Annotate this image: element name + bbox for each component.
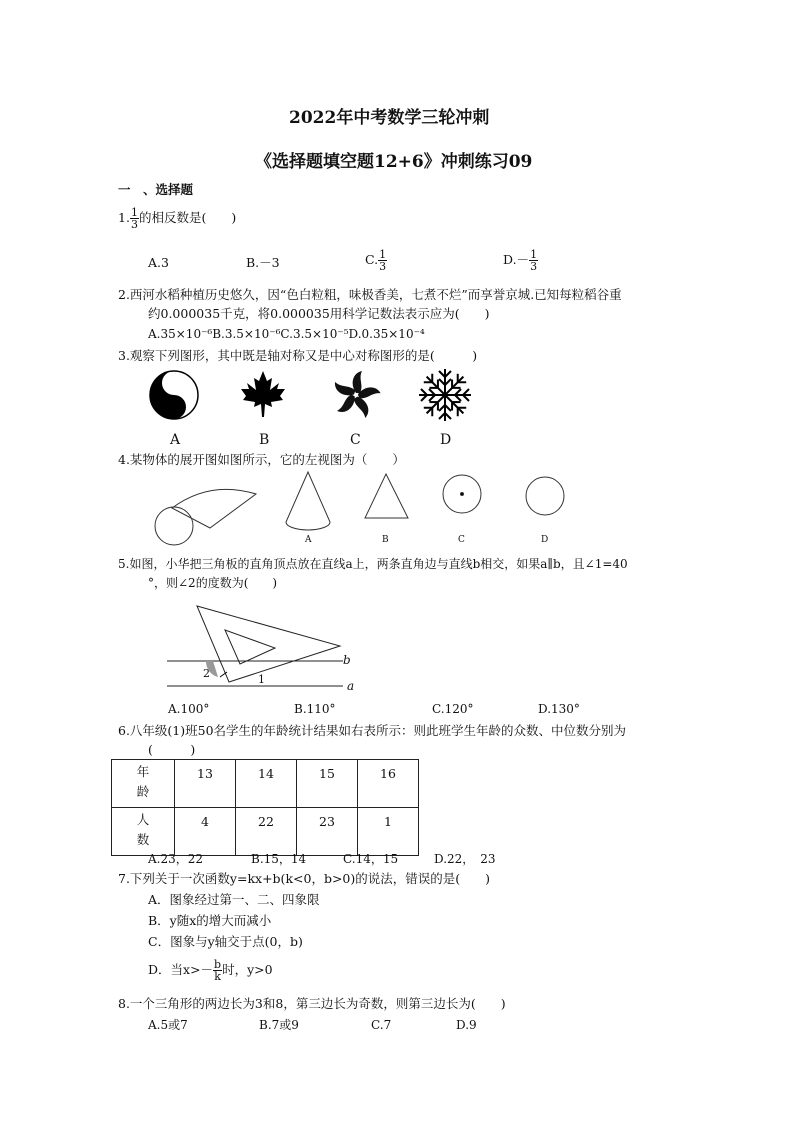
q6-option-b: B.15，14 (251, 852, 307, 866)
q5-option-a: A.100° (168, 702, 210, 716)
question-2-options: A.35×10⁻⁶B.3.5×10⁻⁶C.3.5×10⁻⁵D.0.35×10⁻⁴ (148, 327, 425, 341)
q5-label-angle-1: 1 (258, 673, 265, 686)
question-2-line2: 约0.000035千克，将0.000035用科学记数法表示应为( ) (148, 306, 490, 321)
q5-label-a: a (347, 679, 355, 693)
question-1 (118, 207, 236, 230)
q5-triangle-figure (165, 600, 365, 695)
q7-d-num: b (214, 958, 222, 971)
q1-frac-den: 3 (130, 218, 138, 231)
q7-d-den: k (214, 970, 221, 983)
q5-label-b: b (343, 653, 351, 667)
q7-option-c: C．图象与y轴交于点(0，b) (148, 934, 303, 949)
section-heading: 一 、选择题 (118, 182, 194, 197)
q1-option-d (503, 249, 538, 272)
q3-label-d: D (440, 432, 452, 448)
q4-label-a: A (305, 535, 312, 545)
table-cell: 22 (236, 808, 297, 856)
age-table (111, 759, 419, 856)
table-cell: 1 (358, 808, 419, 856)
q1-number: 1. (118, 210, 130, 225)
q1-c-num: 1 (379, 248, 387, 261)
age-head-text: 年龄 (136, 764, 150, 799)
q1-d-den: 3 (530, 260, 538, 273)
q5-option-c: C.120° (432, 702, 474, 716)
q8-option-c: C.7 (371, 1018, 392, 1032)
q4-label-d: D (541, 535, 549, 545)
question-5-line2: °，则∠2的度数为( ) (148, 576, 278, 590)
q7-option-d (148, 959, 273, 982)
q5-option-b: B.110° (294, 702, 336, 716)
table-cell: 4 (175, 808, 236, 856)
q3-figures (140, 365, 480, 440)
q1-frac-num: 1 (130, 206, 138, 219)
q7-d-suffix: 时，y>0 (222, 962, 273, 977)
cone-net-figure (155, 489, 256, 545)
q1-option-d-fraction (529, 249, 538, 272)
page-title: 2022年中考数学三轮冲刺 (289, 108, 490, 128)
q1-c-den: 3 (379, 260, 387, 273)
q8-option-d: D.9 (456, 1018, 477, 1032)
q1-text: 的相反数是( ) (138, 210, 237, 225)
flower-icon (332, 371, 381, 418)
q6-option-a: A.23，22 (148, 852, 204, 866)
q7-option-a: A．图象经过第一、二、四象限 (148, 892, 320, 907)
q1-d-num: 1 (530, 248, 538, 261)
q3-label-b: B (259, 432, 270, 448)
table-head-age (112, 760, 175, 808)
page-subtitle: 《选择题填空题12+6》冲刺练习09 (255, 152, 533, 172)
q1-option-c (365, 249, 387, 272)
table-cell: 14 (236, 760, 297, 808)
table-row (112, 808, 419, 856)
q1-option-a: A.3 (148, 255, 169, 270)
question-8: 8.一个三角形的两边长为3和8，第三边长为奇数，则第三边长为( ) (118, 996, 506, 1011)
q4-label-b: B (382, 535, 389, 545)
q7-d-prefix: D．当x>－ (148, 962, 214, 977)
question-4: 4.某物体的展开图如图所示，它的左视图为（ ） (118, 452, 405, 467)
q7-option-b: B．y随x的增大而减小 (148, 913, 272, 928)
q4-label-c: C (458, 535, 465, 545)
question-5-line1: 5.如图，小华把三角板的直角顶点放在直线a上，两条直角边与直线b相交，如果a∥b，且∠1=40 (118, 557, 628, 571)
q6-option-d: D.22， 23 (434, 852, 496, 866)
q3-label-c: C (350, 432, 361, 448)
yin-yang-icon (150, 371, 198, 419)
circle-figure (526, 477, 564, 515)
q5-label-angle-2: 2 (203, 667, 210, 680)
q1-option-d-label: D.－ (503, 252, 530, 267)
q3-label-a: A (170, 432, 181, 448)
circle-dot-figure (443, 475, 481, 513)
q1-option-c-fraction (378, 249, 387, 272)
question-3: 3.观察下列图形，其中既是轴对称又是中心对称图形的是( ) (118, 348, 478, 363)
table-head-count (112, 808, 175, 856)
q1-fraction (130, 207, 139, 230)
table-cell: 13 (175, 760, 236, 808)
q4-figures (150, 470, 580, 550)
q1-option-c-label: C. (365, 252, 379, 267)
question-6-line1: 6.八年级(1)班50名学生的年龄统计结果如右表所示：则此班学生年龄的众数、中位数分别为 (118, 723, 627, 738)
table-cell: 15 (297, 760, 358, 808)
q7-d-fraction (213, 959, 222, 982)
question-2-line1: 2.西河水稻种植历史悠久，因“色白粒粗，味极香美，七煮不烂”而享誉京城.已知每粒稻谷重 (118, 287, 622, 302)
snowflake-icon (419, 369, 471, 421)
count-head-text: 人数 (136, 812, 150, 847)
question-6-line2: ( ) (148, 742, 196, 757)
triangle-figure (365, 474, 408, 518)
table-row (112, 760, 419, 808)
q8-option-a: A.5或7 (148, 1018, 188, 1032)
maple-leaf-icon (241, 371, 285, 417)
table-cell: 23 (297, 808, 358, 856)
q1-option-b: B.－3 (246, 255, 280, 270)
q8-option-b: B.7或9 (259, 1018, 299, 1032)
table-cell: 16 (358, 760, 419, 808)
q6-option-c: C.14，15 (343, 852, 399, 866)
q5-option-d: D.130° (538, 702, 580, 716)
cone-figure (286, 472, 330, 530)
question-7: 7.下列关于一次函数y=kx+b(k<0，b>0)的说法，错误的是( ) (118, 871, 490, 886)
